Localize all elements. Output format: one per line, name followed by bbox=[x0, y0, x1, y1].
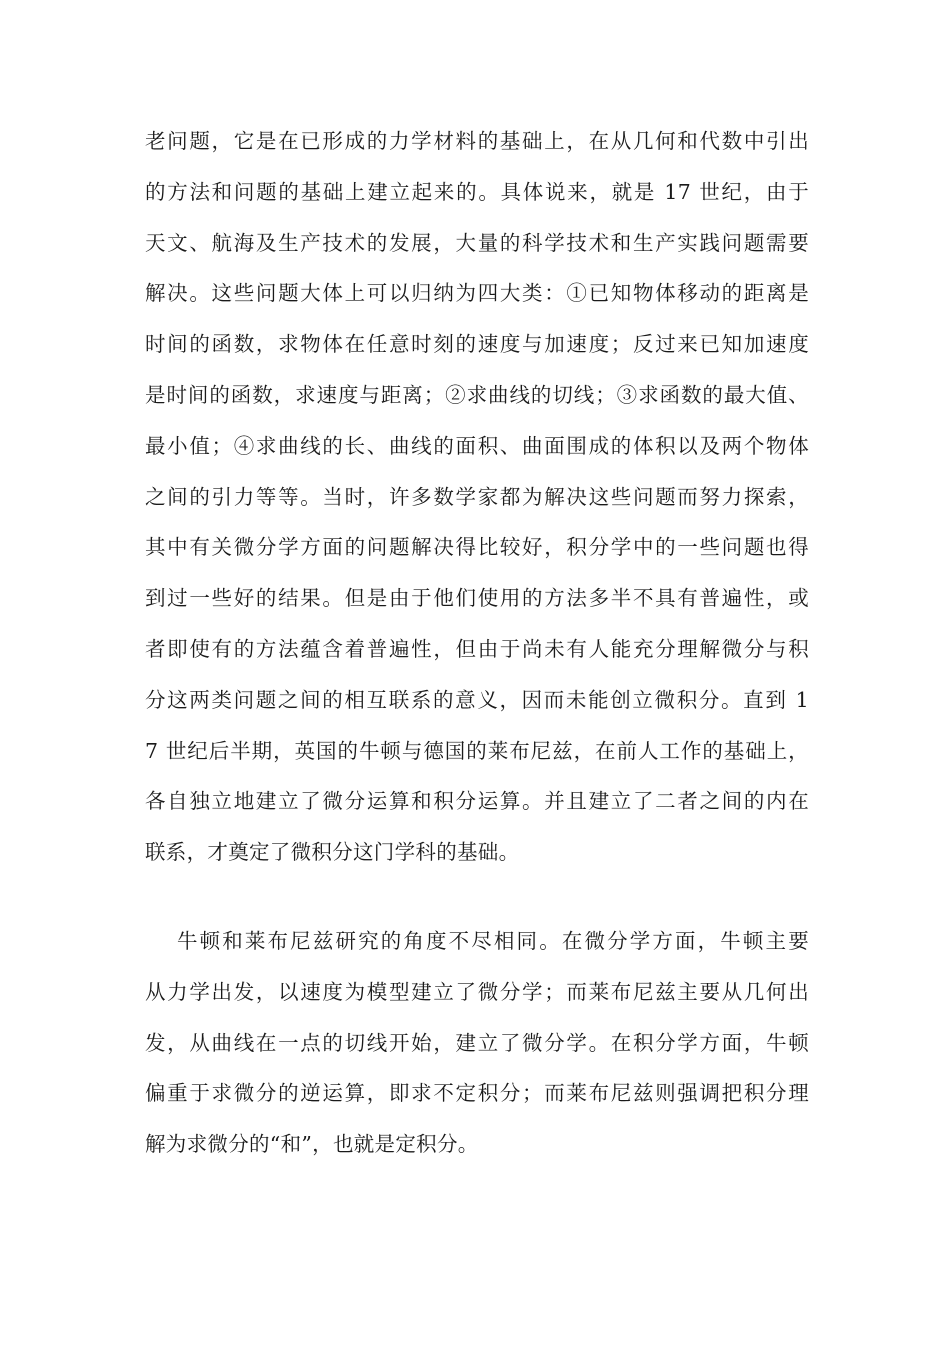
text-line: 联系，才奠定了微积分这门学科的基础。 bbox=[145, 840, 520, 865]
text-line: 各自独立地建立了微分运算和积分运算。并且建立了二者之间的内在 bbox=[145, 789, 809, 814]
text-line: 7 世纪后半期，英国的牛顿与德国的莱布尼兹，在前人工作的基础上， bbox=[145, 738, 809, 763]
text-line: 牛顿和莱布尼兹研究的角度不尽相同。在微分学方面，牛顿主要 bbox=[177, 929, 809, 953]
paragraph-history-of-calculus bbox=[145, 116, 809, 878]
text-line: 分这两类问题之间的相互联系的意义，因而未能创立微积分。直到 1 bbox=[145, 687, 809, 712]
text-line: 者即使有的方法蕴含着普遍性，但由于尚未有人能充分理解微分与积 bbox=[145, 636, 809, 661]
text-line: 最小值；④求曲线的长、曲线的面积、曲面围成的体积以及两个物体 bbox=[145, 433, 809, 458]
text-line: 天文、航海及生产技术的发展，大量的科学技术和生产实践问题需要 bbox=[145, 230, 809, 255]
text-line: 发，从曲线在一点的切线开始，建立了微分学。在积分学方面，牛顿 bbox=[145, 1030, 809, 1055]
text-line: 老问题，它是在已形成的力学材料的基础上，在从几何和代数中引出 bbox=[145, 129, 809, 153]
text-line: 解决。这些问题大体上可以归纳为四大类：①已知物体移动的距离是 bbox=[145, 281, 809, 306]
text-line: 偏重于求微分的逆运算，即求不定积分；而莱布尼兹则强调把积分理 bbox=[145, 1081, 809, 1106]
text-line: 解为求微分的“和”，也就是定积分。 bbox=[145, 1132, 479, 1157]
text-line: 从力学出发，以速度为模型建立了微分学；而莱布尼兹主要从几何出 bbox=[145, 979, 809, 1004]
text-line: 是时间的函数，求速度与距离；②求曲线的切线；③求函数的最大值、 bbox=[145, 382, 809, 407]
text-line: 的方法和问题的基础上建立起来的。具体说来，就是 17 世纪，由于 bbox=[145, 179, 809, 204]
text-line: 时间的函数，求物体在任意时刻的速度与加速度；反过来已知加速度 bbox=[145, 332, 809, 357]
text-line: 其中有关微分学方面的问题解决得比较好，积分学中的一些问题也得 bbox=[145, 535, 809, 560]
text-line: 到过一些好的结果。但是由于他们使用的方法多半不具有普遍性，或 bbox=[145, 586, 809, 611]
text-line: 之间的引力等等。当时，许多数学家都为解决这些问题而努力探索， bbox=[145, 484, 809, 509]
paragraph-newton-leibniz-comparison bbox=[145, 916, 809, 1170]
